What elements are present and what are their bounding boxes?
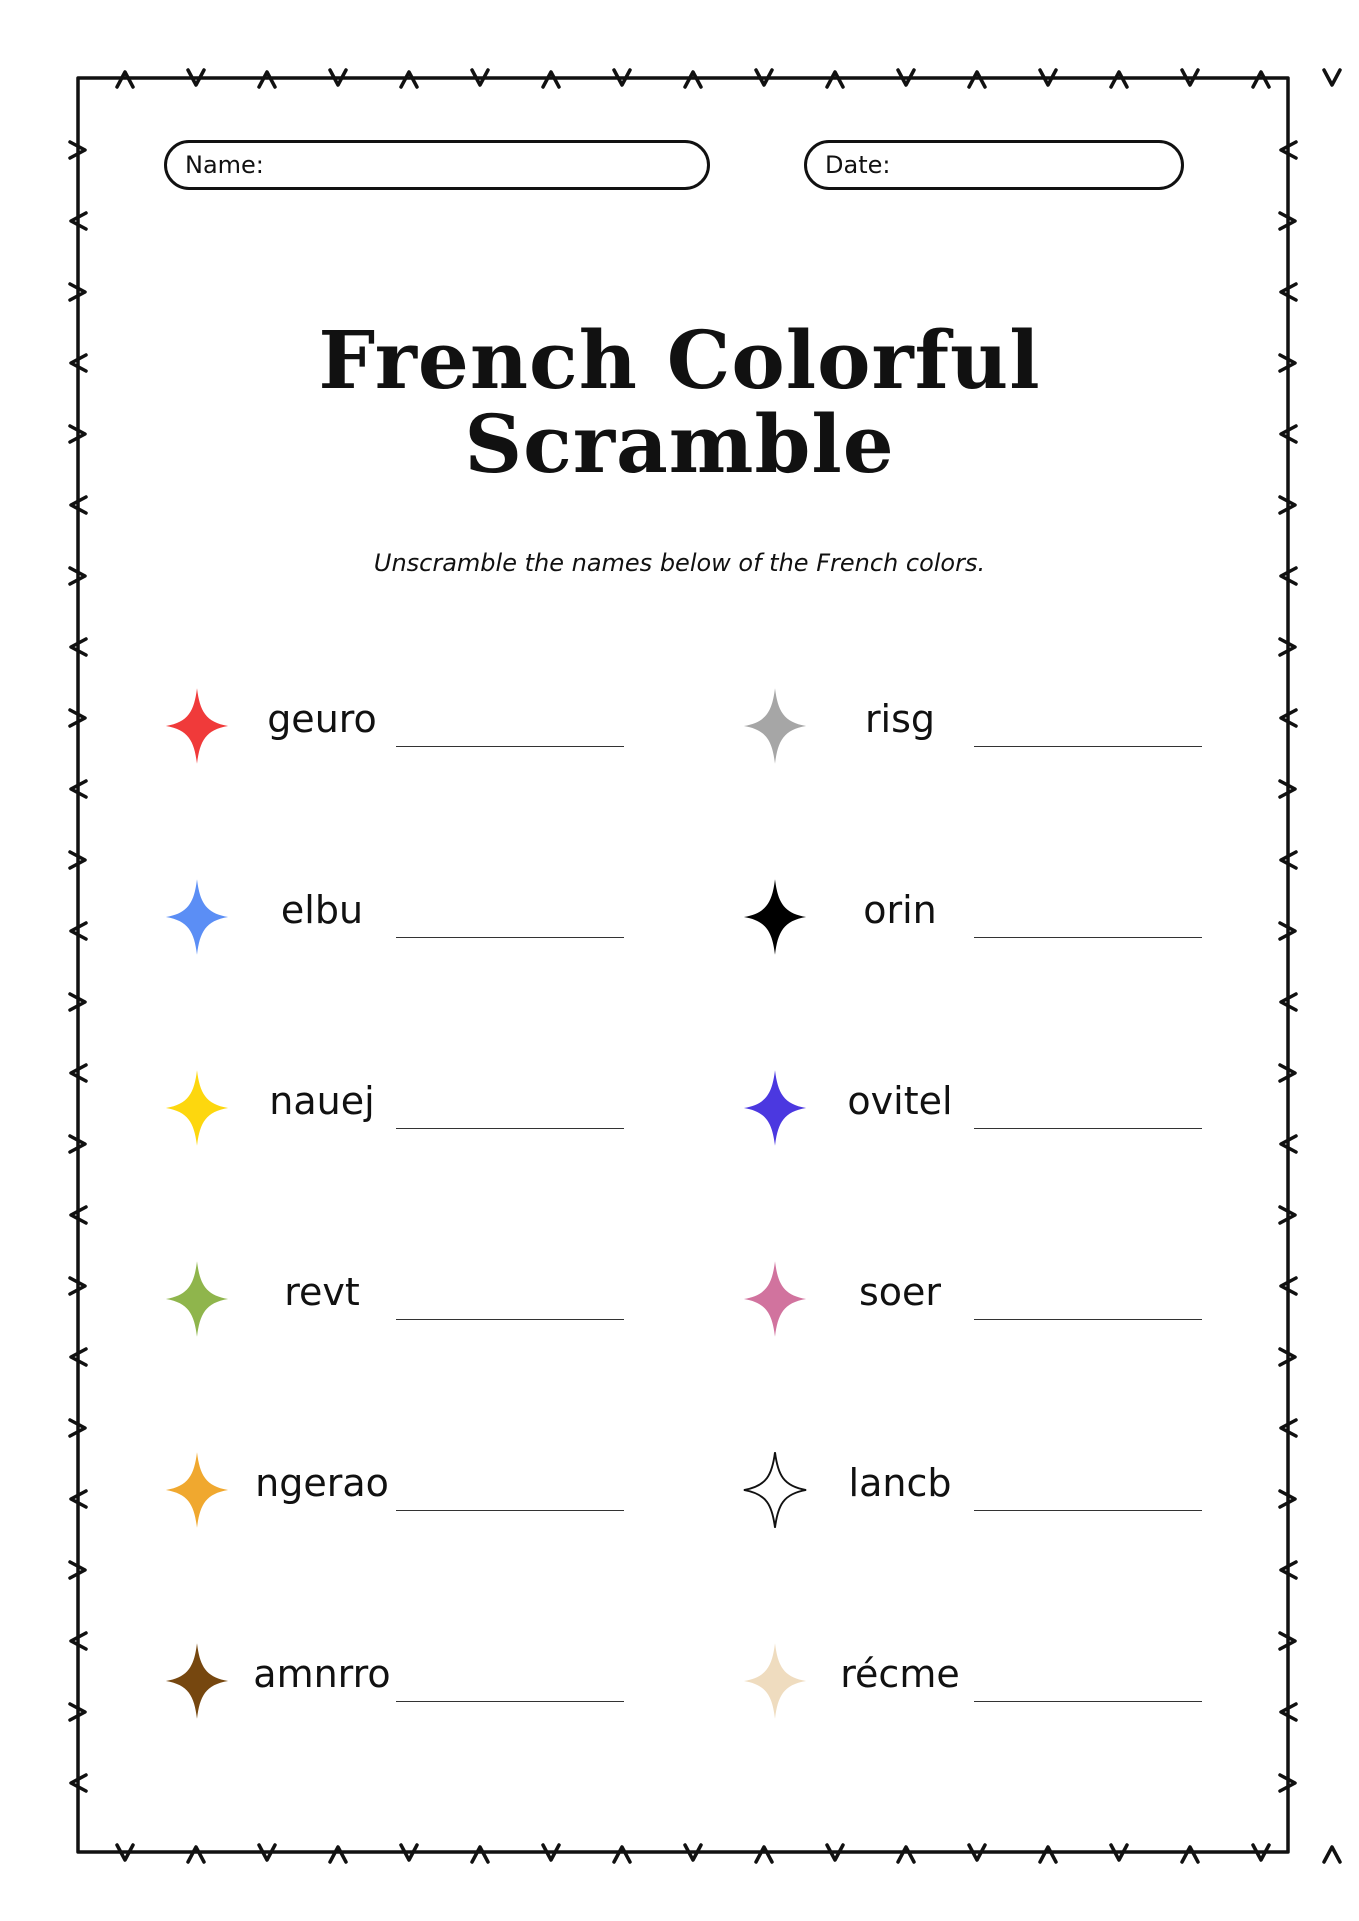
scrambled-word: orin: [863, 888, 937, 932]
scramble-item: [742, 668, 1302, 768]
answer-line[interactable]: [974, 937, 1202, 938]
sparkle-star-icon: [164, 686, 230, 766]
scrambled-word: elbu: [280, 888, 364, 932]
scrambled-word: lancb: [848, 1461, 952, 1505]
scrambled-word: récme: [840, 1652, 960, 1696]
sparkle-star-icon: [164, 877, 230, 957]
answer-line[interactable]: [396, 1128, 624, 1129]
name-field[interactable]: [164, 140, 710, 190]
scramble-item: [742, 1623, 1302, 1723]
answer-line[interactable]: [974, 1510, 1202, 1511]
scrambled-word: risg: [864, 697, 936, 741]
scramble-item: [164, 1623, 724, 1723]
sparkle-star-icon: [742, 1641, 808, 1721]
sparkle-star-icon: [164, 1450, 230, 1530]
answer-line[interactable]: [974, 1701, 1202, 1702]
sparkle-star-icon: [164, 1641, 230, 1721]
scramble-item: [742, 1050, 1302, 1150]
scramble-item: [742, 1432, 1302, 1532]
answer-line[interactable]: [396, 937, 624, 938]
scramble-item: [164, 859, 724, 959]
date-field[interactable]: [804, 140, 1184, 190]
scrambled-word: amnrro: [253, 1652, 391, 1696]
answer-line[interactable]: [396, 1510, 624, 1511]
answer-line[interactable]: [974, 746, 1202, 747]
scrambled-word: soer: [858, 1270, 942, 1314]
sparkle-star-icon: [742, 1450, 808, 1530]
sparkle-star-icon: [164, 1068, 230, 1148]
name-label: Name:: [185, 151, 264, 179]
answer-line[interactable]: [974, 1128, 1202, 1129]
scrambled-word: ovitel: [847, 1079, 953, 1123]
sparkle-star-icon: [742, 877, 808, 957]
scrambled-word: revt: [284, 1270, 360, 1314]
scramble-item: [164, 1432, 724, 1532]
answer-line[interactable]: [974, 1319, 1202, 1320]
worksheet-title: [0, 313, 1359, 491]
answer-line[interactable]: [396, 1319, 624, 1320]
scramble-item: [742, 859, 1302, 959]
answer-line[interactable]: [396, 746, 624, 747]
answer-line[interactable]: [396, 1701, 624, 1702]
scrambled-word: geuro: [267, 697, 377, 741]
title-line-1: French Colorful: [318, 313, 1041, 407]
scramble-item: [164, 1241, 724, 1341]
date-label: Date:: [825, 151, 891, 179]
scrambled-word: nauej: [269, 1079, 375, 1123]
sparkle-star-icon: [742, 1259, 808, 1339]
sparkle-star-icon: [742, 1068, 808, 1148]
scramble-item: [164, 668, 724, 768]
sparkle-star-icon: [164, 1259, 230, 1339]
scramble-item: [164, 1050, 724, 1150]
sparkle-star-icon: [742, 686, 808, 766]
title-line-2: Scramble: [464, 397, 895, 491]
scramble-item: [742, 1241, 1302, 1341]
instructions: Unscramble the names below of the French colors.: [373, 549, 986, 577]
scrambled-word: ngerao: [255, 1461, 389, 1505]
